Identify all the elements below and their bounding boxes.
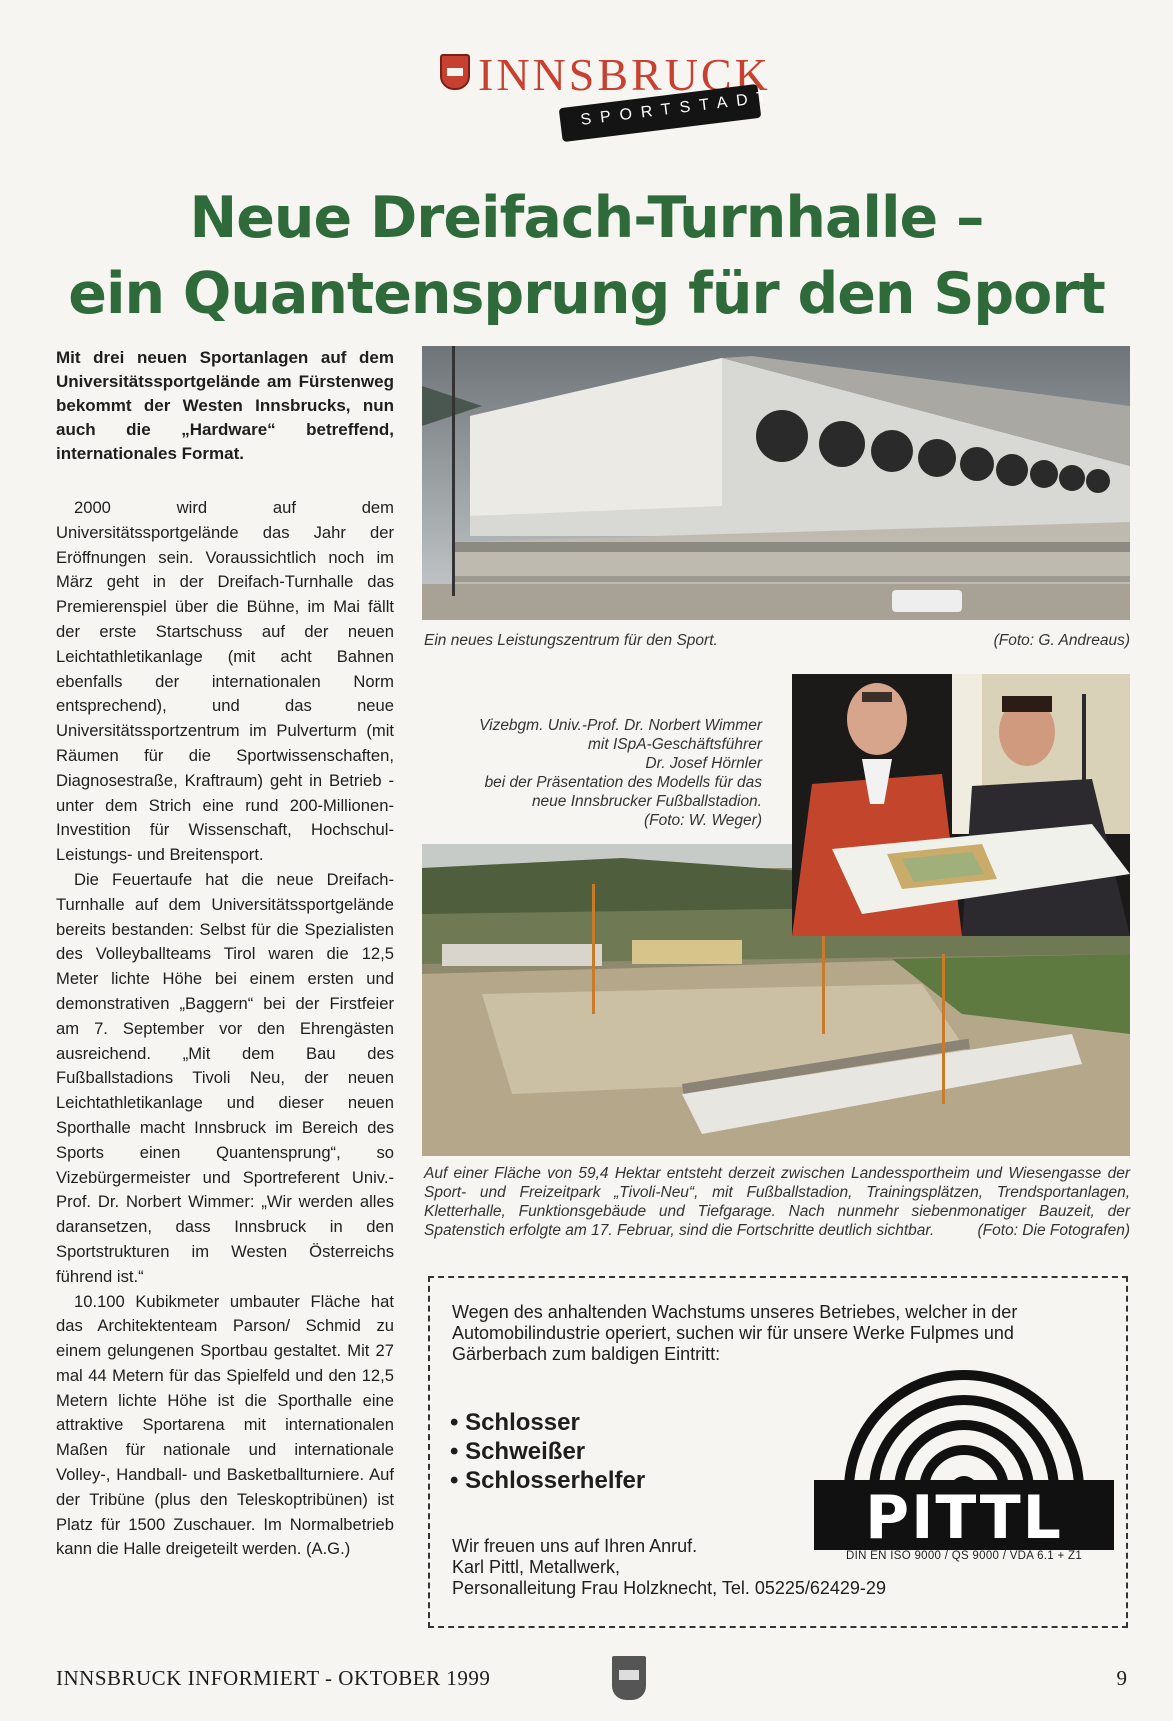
caption-line: Dr. Josef Hörnler [645,755,762,772]
page-number: 9 [1116,1666,1127,1690]
sports-hall-photo [422,346,1130,620]
job-item: • Schlosser [450,1408,645,1437]
ad-intro-text: Wegen des anhaltenden Wachstums unseres Betriebes, welcher in der Automobilindustrie operiert, suchen wir für unsere Werke Fulpmes und Gärberbach zum baldigen Eintritt: [452,1302,1018,1364]
article-body [56,496,394,1562]
contact-line: Wir freuen uns auf Ihren Anruf. [452,1536,698,1556]
footer-crest-icon [612,1656,646,1700]
caption-line: bei der Präsentation des Modells für das [484,774,762,791]
masthead-brand: INNSBRUCK [478,49,771,100]
body-paragraph: 10.100 Kubikmeter umbauter Fläche hat das Architektenteam Parson/ Schmid zu einem gelungenen Sportbau gestaltet. Mit 27 mal 44 Metern für das Spielfeld und den 12,5 Metern lichte Höhe ist die Sporthalle eine attraktive Sportarena mit internationalen Maßen für nationale und internationale Volley-, Handball- und Basketballturniere. Auf der Tribüne (plus den Teleskoptribünen) ist Platz für 1500 Zuschauer. Im Normalbetrieb kann die Halle dreigeteilt werden. (A.G.) [56,1291,394,1559]
hall-photo-caption [424,632,1130,650]
caption-line: neue Innsbrucker Fußballstadion. [531,793,762,810]
caption-line: mit ISpA-Geschäftsführer [587,736,762,753]
article-headline [40,180,1133,332]
contact-line: Karl Pittl, Metallwerk, [452,1557,621,1577]
job-item: • Schweißer [450,1437,645,1466]
caption-line: (Foto: W. Weger) [644,812,762,829]
aerial-photo-credit: (Foto: Die Fotografen) [977,1222,1130,1239]
city-crest-icon [440,54,470,90]
hall-photo-credit: (Foto: G. Andreaus) [993,632,1130,649]
sports-hall-image [422,346,1130,620]
ad-contact [452,1536,892,1599]
pittl-logo-text: PITTL [865,1483,1063,1550]
hall-caption-text: Ein neues Leistungszentrum für den Sport. [424,632,718,649]
portrait-photo [792,674,1130,936]
body-paragraph: 2000 wird auf dem Universitätssportgelände das Jahr der Eröffnungen sein. Voraussichtlich noch im März geht in der Dreifach-Turnhalle das Premierenspiel über die Bühne, im Mai fällt der erste Startschuss auf der neuen Leichtathletikanlage (mit acht Bahnen ebenfalls der internationalen Norm entsprechend), und das neue Universitätssportzentrum im Pulverturm (mit Räumen für die Sportwissenschaften, Diagnosestraße, Kraftraum) geht in Betrieb - unter dem Strich eine rund 200-Millionen-Investition für Wissenschaft, Hochschul-Leistungs- und Breitensport. [56,498,394,865]
portrait-with-model-image [792,674,1130,936]
contact-line: Personalleitung Frau Holzknecht, Tel. 05225/62429-29 [452,1578,886,1598]
pittl-logo-mark [814,1368,1114,1550]
caption-line: Vizebgm. Univ.-Prof. Dr. Norbert Wimmer [479,717,762,734]
footer-publication: INNSBRUCK INFORMIERT - OKTOBER 1999 [56,1666,491,1690]
aerial-caption-text: Auf einer Fläche von 59,4 Hektar entsteht derzeit zwischen Landessportheim und Wiesengasse der Sport- und Freizeitpark „Tivoli-Neu“, mit Fußballstadion, Trainingsplätzen, Trendsportanlagen, Kletterhalle, Funktionsgebäude und Tiefgarage. Nach nunmehr siebenmonatiger Bauzeit, der Spatenstich erfolgte am 17. Februar, sind die Fortschritte deutlich sichtbar. [424,1165,1130,1239]
aerial-photo-caption [424,1164,1130,1240]
iso-certification: DIN EN ISO 9000 / QS 9000 / VDA 6.1 + Z1 [845,1550,1083,1562]
job-list [450,1408,645,1495]
body-paragraph: Die Feuertaufe hat die neue Dreifach-Turnhalle auf dem Universitätssportgelände bereits bestanden: Selbst für die Spezialisten des Volleyballteams Tirol waren die 12,5 Meter lichte Höhe bei einem ersten und demonstrativen „Baggern“ bei der Firstfeier am 7. September vor den Ehrengästen ausreichend. „Mit dem Bau des Fußballstadions Tivoli Neu, der neuen Leichtathletikanlage und dieser neuen Sporthalle macht Innsbruck im Bereich des Sports einen Quantensprung“, so Vizebürgermeister und Sportreferent Univ.-Prof. Dr. Norbert Wimmer: „Wir werden alles daransetzen, dass Innsbruck in den Sportstrukturen im Westen Österreichs führend ist.“ [56,869,394,1286]
job-item: • Schlosserhelfer [450,1466,645,1495]
portrait-photo-caption [420,716,762,830]
masthead [440,48,777,138]
pittl-logo [814,1368,1114,1550]
job-advertisement [428,1276,1128,1628]
headline-line-1: Neue Dreifach-Turnhalle – [189,185,984,251]
masthead-tagline: SPORTSTADT [579,88,777,129]
headline-line-2: ein Quantensprung für den Sport [68,261,1105,327]
article-lead: Mit drei neuen Sportanlagen auf dem Universitätssportgelände am Fürstenweg bekommt der Westen Innsbrucks, nun auch die „Hardware“ betreffend, internationales Format. [56,348,394,463]
